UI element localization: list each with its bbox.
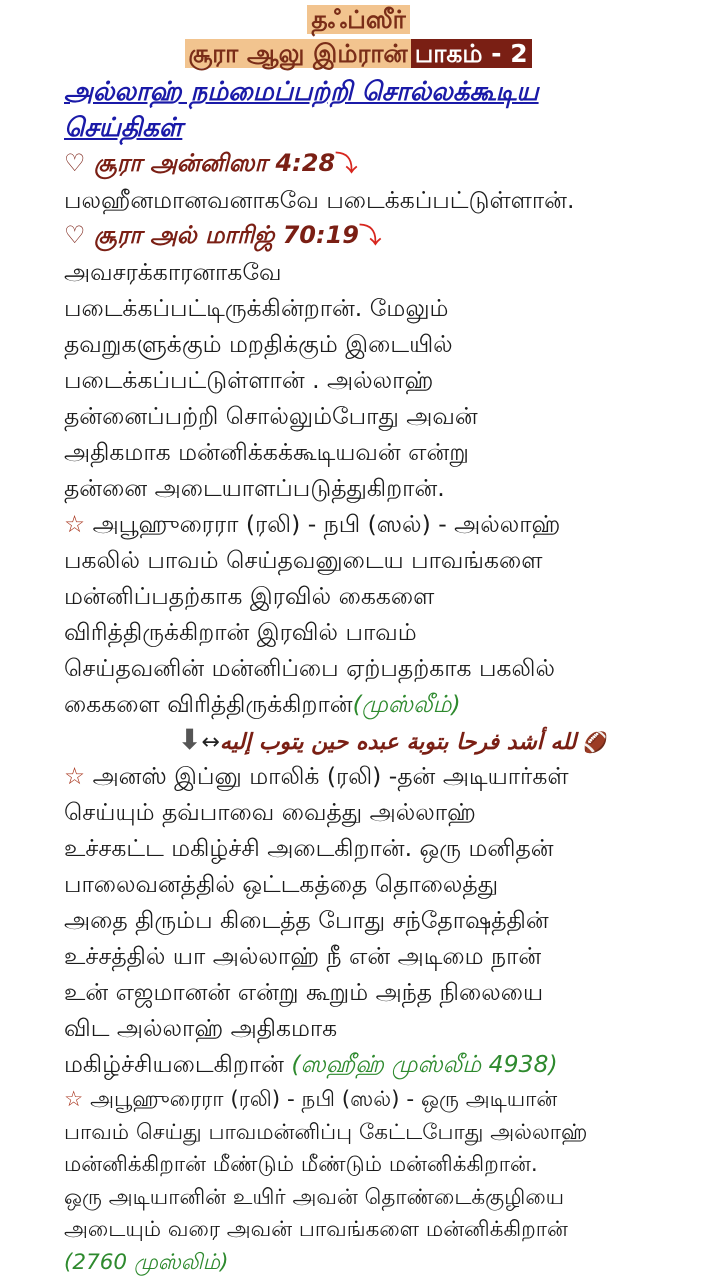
- arrow-down-icon: ⤵: [335, 152, 358, 177]
- ref-label: சூரா அல் மாரிஜ் 70:19: [93, 221, 359, 249]
- star-icon: ☆: [64, 510, 86, 538]
- text-line: தன்னைப்பற்றி சொல்லும்போது அவன்: [64, 402, 478, 430]
- text-line: உன் எஜமானன் என்று கூறும் அந்த நிலையை: [64, 978, 544, 1006]
- text-span: மகிழ்ச்சியடைகிறான்: [64, 1050, 284, 1078]
- text-line: அதை திரும்ப கிடைத்த போது சந்தோஷத்தின்: [64, 906, 549, 934]
- text-line: தவறுகளுக்கும் மறதிக்கும் இடையில்: [64, 330, 453, 358]
- text-line: செய்தவனின் மன்னிப்பை ஏற்பதற்காக பகலில்: [64, 654, 555, 682]
- text-line: [64, 1084, 704, 1117]
- title-row: [0, 4, 717, 36]
- text-line: [64, 1247, 704, 1280]
- part-label: பாகம் - 2: [411, 39, 532, 68]
- paragraph-1: பலஹீனமானவனாகவே படைக்கப்பட்டுள்ளான்.: [64, 186, 575, 214]
- text-line: பகலில் பாவம் செய்தவனுடைய பாவங்களை: [64, 546, 543, 574]
- source-citation: (முஸ்லீம்): [352, 690, 461, 718]
- ref-annisa: [64, 146, 357, 182]
- subtitle-row: [0, 38, 717, 70]
- star-icon: ☆: [64, 1087, 84, 1112]
- ref-label: சூரா அன்னிஸா 4:28: [93, 149, 336, 177]
- text-line: பாவம் செய்து பாவமன்னிப்பு கேட்டபோது அல்லாஹ்: [64, 1119, 588, 1145]
- text-span: அனஸ் இப்னு மாலிக் (ரலி) -தன் அடியார்கள்: [92, 762, 569, 790]
- text-line: அதிகமாக மன்னிக்கக்கூடியவன் என்று: [64, 438, 469, 466]
- text-line: [64, 758, 704, 794]
- text-line: படைக்கப்பட்டுள்ளான் . அல்லாஹ்: [64, 366, 434, 394]
- text-line: அடையும் வரை அவன் பாவங்களை மன்னிக்கிறான்: [64, 1217, 568, 1242]
- arabic-text: لله أشد فرحا بتوبة عبده حين يتوب إليه: [219, 730, 577, 755]
- text-line: உச்சகட்ட மகிழ்ச்சி அடைகிறான். ஒரு மனிதன்: [64, 834, 554, 862]
- hadith-1: [64, 506, 704, 722]
- text-line: அவசரக்காரனாகவே: [64, 258, 282, 286]
- text-line: விரித்திருக்கிறான் இரவில் பாவம்: [64, 618, 417, 646]
- source-citation: (2760 முஸ்லிம்): [64, 1249, 229, 1275]
- source-citation: (ஸஹீஹ் முஸ்லீம் 4938): [291, 1050, 558, 1078]
- heart-icon: ♡: [64, 149, 86, 177]
- hadith-2: [64, 758, 704, 1082]
- text-line: தன்னை அடையாளப்படுத்துகிறான்.: [64, 474, 445, 502]
- left-right-arrow-icon: ↔: [201, 730, 220, 755]
- heart-icon: ♡: [64, 221, 86, 249]
- text-span: அபூஹுரைரா (ரலி) - நபி (ஸல்) - அல்லாஹ்: [92, 510, 561, 538]
- text-line: செய்யும் தவ்பாவை வைத்து அல்லாஹ்: [64, 798, 476, 826]
- text-span: அபூஹுரைரா (ரலி) - நபி (ஸல்) - ஒரு அடியான்: [90, 1087, 558, 1112]
- down-arrow-icon: ⬇: [178, 723, 202, 756]
- text-line: படைக்கப்பட்டிருக்கின்றான். மேலும்: [64, 294, 449, 322]
- text-line: விட அல்லாஹ் அதிகமாக: [64, 1014, 338, 1042]
- surah-name: சூரா ஆலு இம்ரான்: [185, 39, 410, 68]
- arrow-down-icon: ⤵: [358, 224, 381, 249]
- page-title: தஃப்ஸீர்: [307, 5, 409, 34]
- star-icon: ☆: [64, 762, 86, 790]
- hadith-3: [64, 1084, 704, 1279]
- text-line: மன்னிப்பதற்காக இரவில் கைகளை: [64, 582, 435, 610]
- text-line: ஒரு அடியானின் உயிர் அவன் தொண்டைக்குழியை: [64, 1184, 565, 1210]
- text-line: உச்சத்தில் யா அல்லாஹ் நீ என் அடிமை நான்: [64, 942, 542, 970]
- section-heading-link[interactable]: அல்லாஹ் நம்மைப்பற்றி சொல்லக்கூடிய செய்திகள்: [64, 77, 539, 143]
- paragraph-2: [64, 254, 704, 506]
- text-line: [64, 506, 704, 542]
- text-line: [64, 686, 704, 722]
- text-span: கைகளை விரித்திருக்கிறான்: [64, 690, 353, 718]
- ref-almaarij: [64, 218, 381, 254]
- text-line: [64, 1046, 704, 1082]
- text-line: பாலைவனத்தில் ஒட்டகத்தை தொலைத்து: [64, 870, 499, 898]
- football-icon: 🏈: [583, 730, 609, 754]
- text-line: மன்னிக்கிறான் மீண்டும் மீண்டும் மன்னிக்கிறான்.: [64, 1152, 538, 1177]
- arabic-quote-row: [178, 723, 608, 760]
